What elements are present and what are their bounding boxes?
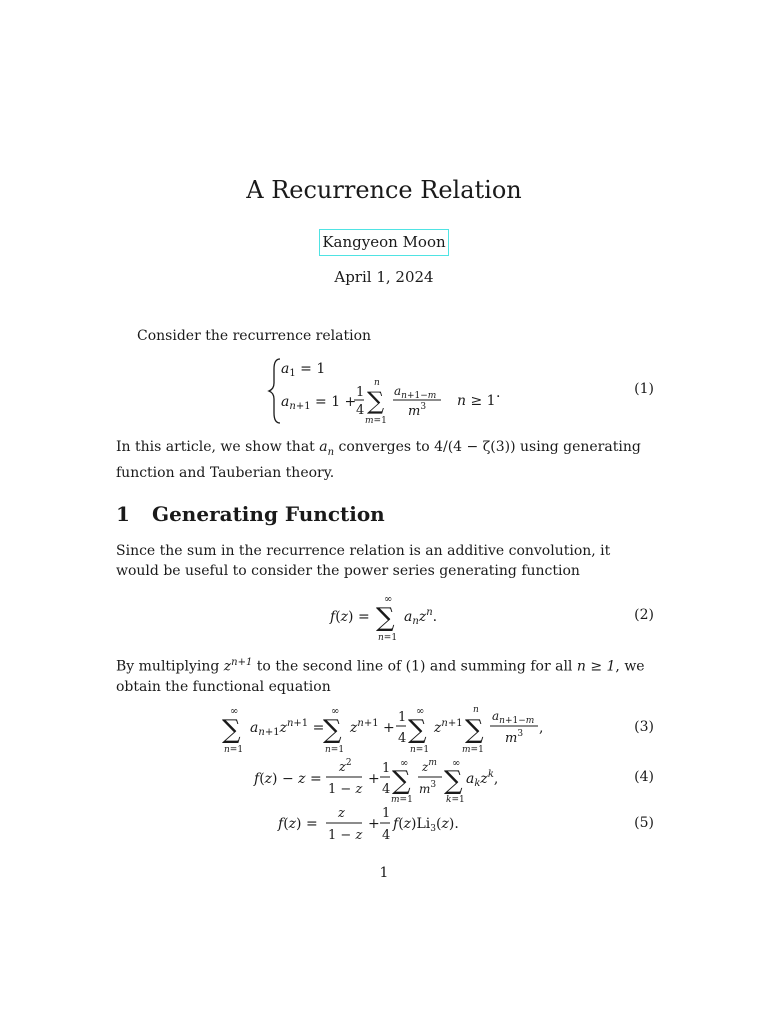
equation-1	[260, 355, 520, 427]
svg-text:n=1: n=1	[410, 745, 430, 755]
svg-text:∞: ∞	[452, 758, 461, 769]
svg-text:∑: ∑	[392, 766, 411, 796]
svg-text:f(z) − z =: f(z) − z =	[254, 771, 322, 787]
svg-text:zm: $z^m$	[422, 758, 437, 774]
svg-text:m3: $m^3$	[408, 402, 427, 419]
svg-text:4: 4	[382, 828, 391, 843]
svg-text:m=1: m=1	[462, 745, 484, 755]
svg-text:n ≥ 1: n ≥ 1	[457, 393, 496, 409]
svg-text:1: 1	[382, 761, 391, 776]
equation-number-4: (4)	[634, 769, 654, 785]
svg-text:f(z)Li3(z).: $f(z)Li_3(z)$.	[393, 816, 459, 834]
paragraph-3: By multiplying $z^{n+1}$ to the second line of (1) and summing for all n ≥ 1, we obtain the functional equation	[116, 657, 645, 695]
svg-text:∑: ∑	[408, 715, 427, 745]
svg-text:z2: $z^2$	[339, 758, 352, 775]
svg-text:m3: $m^3$	[419, 780, 437, 796]
equation-number-1: (1)	[634, 381, 654, 397]
author-link[interactable]: Kangyeon Moon	[319, 229, 449, 256]
svg-text:∑: ∑	[465, 715, 484, 745]
svg-text:n=1: n=1	[325, 745, 345, 755]
equation-number-2: (2)	[634, 607, 654, 623]
svg-text:+: +	[368, 816, 380, 832]
svg-text:n: n	[473, 705, 479, 715]
svg-text:∑: ∑	[222, 715, 241, 745]
svg-text:an+1−m: $a_n+1-m$	[492, 709, 535, 726]
svg-text:4: 4	[356, 403, 365, 418]
paragraph-1: In this article, we show that $a_n$ converges to 4/(4 − ζ(3)) using generating function and Tauberian theory.	[116, 439, 641, 481]
equation-2	[328, 590, 448, 642]
paragraph-2: Since the sum in the recurrence relation is an additive convolution, it would be useful to consider the power series generating function	[116, 543, 611, 579]
svg-text:k=1: k=1	[446, 795, 465, 805]
svg-text:∞: ∞	[416, 706, 425, 717]
svg-text:zn+1: $z^n+1$	[434, 718, 463, 736]
date: April 1, 2024	[334, 268, 434, 286]
equation-3	[222, 700, 562, 756]
svg-text:+: +	[368, 771, 380, 787]
svg-text:zn+1 +: $z^n+1$ +	[350, 718, 395, 736]
svg-text:∑: ∑	[367, 387, 385, 415]
equation-number-3: (3)	[634, 719, 654, 735]
svg-text:.: .	[496, 385, 501, 401]
svg-text:n=1: n=1	[224, 745, 244, 755]
svg-text:∞: ∞	[331, 706, 340, 717]
svg-text:∑: ∑	[323, 715, 342, 745]
svg-text:1: 1	[356, 385, 365, 400]
svg-text:1: 1	[382, 806, 391, 821]
svg-text:∑: ∑	[444, 766, 463, 796]
svg-text:akzk,: $a_kz^k$,	[466, 769, 499, 789]
paper-title: A Recurrence Relation	[246, 176, 522, 204]
svg-text:∞: ∞	[230, 706, 239, 717]
svg-text:4: 4	[398, 731, 407, 746]
equation-4	[250, 755, 510, 805]
svg-text:∞: ∞	[400, 758, 409, 769]
svg-text:n=1: n=1	[378, 633, 398, 642]
svg-text:1 − z: 1 − z	[328, 828, 363, 843]
svg-text:,: ,	[539, 720, 544, 736]
svg-text:an+1zn+1 =: $a_n+1z^n+1$ =	[250, 718, 325, 738]
svg-text:f(z) =: f(z) =	[278, 816, 318, 832]
svg-text:4: 4	[382, 782, 391, 797]
svg-text:f(z) =: f(z) =	[330, 609, 370, 625]
svg-text:z: z	[338, 806, 345, 821]
svg-text:∞: ∞	[384, 594, 393, 605]
section-heading: 1 Generating Function	[116, 502, 385, 526]
svg-text:1 − z: 1 − z	[328, 782, 363, 797]
svg-text:1: 1	[398, 710, 407, 725]
svg-text:an+1 = 1 +: $a_n+1 = 1$ +	[281, 394, 357, 412]
page-number: 1	[379, 865, 389, 881]
svg-text:anzn.: $a_nz^n$.	[404, 607, 438, 627]
svg-text:∑: ∑	[376, 603, 395, 633]
svg-text:m=1: m=1	[365, 416, 387, 426]
svg-text:a1 = 1: $a_1 = 1$	[281, 361, 326, 379]
equation-5	[274, 803, 474, 849]
svg-text:m=1: m=1	[391, 795, 413, 805]
svg-text:n: n	[374, 378, 380, 388]
equation-number-5: (5)	[634, 815, 654, 831]
intro-text: Consider the recurrence relation	[137, 328, 372, 344]
svg-text:m3: $m^3$	[505, 729, 524, 746]
svg-text:an+1−m: $a_n+1-m$	[394, 384, 437, 401]
